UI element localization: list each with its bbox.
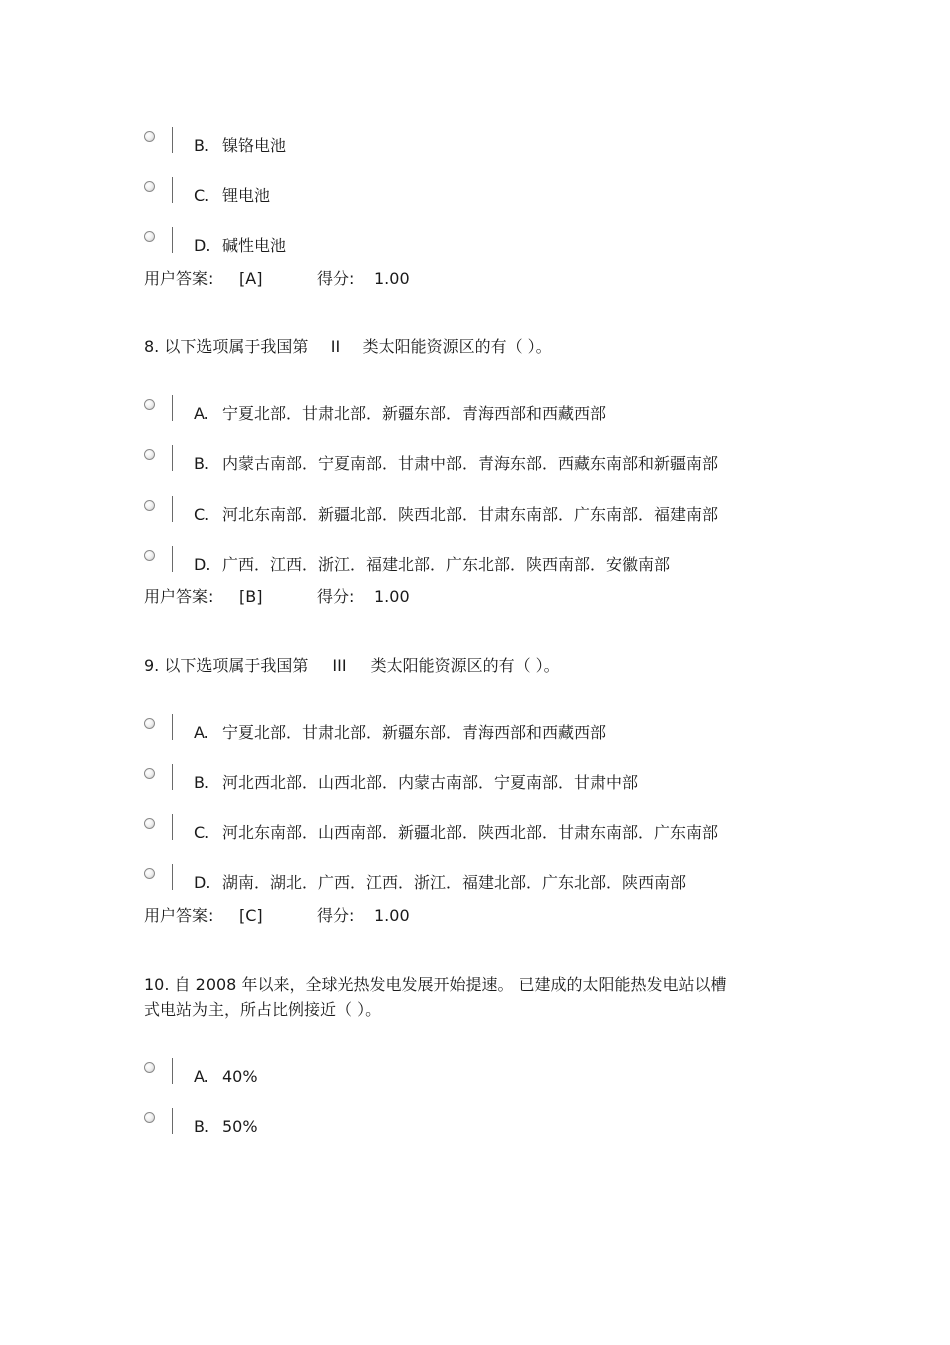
radio-button[interactable] [144, 768, 155, 779]
divider [172, 445, 173, 471]
q10-stem [144, 972, 727, 998]
q10-option-a[interactable] [144, 1062, 864, 1094]
option-letter: C. [194, 505, 209, 524]
q9-option-a[interactable] [144, 718, 864, 750]
option-letter: B. [194, 1117, 209, 1136]
divider [172, 227, 173, 253]
divider [172, 1108, 173, 1134]
option-text: 镍铬电池 [222, 136, 287, 155]
score-label: 得分: [317, 587, 355, 606]
answer-label: 用户答案: [144, 269, 214, 288]
answer-label: 用户答案: [144, 587, 214, 606]
score-value: 1.00 [374, 269, 410, 288]
radio-button[interactable] [144, 718, 155, 729]
answer-value: [A] [239, 269, 263, 288]
option-letter: C. [194, 823, 209, 842]
radio-button[interactable] [144, 818, 155, 829]
option-letter: D. [194, 236, 210, 255]
option-text: 广西．江西．浙江．福建北部．广东北部．陕西南部．安徽南部 [222, 555, 671, 574]
divider [172, 714, 173, 740]
roman-numeral: II [330, 337, 341, 356]
divider [172, 1058, 173, 1084]
radio-button[interactable] [144, 1062, 155, 1073]
question-text: 自 2008 年以来，全球光热发电发展开始提速。 已建成的太阳能热发电站以槽 [174, 975, 727, 994]
q7-option-c[interactable] [144, 181, 864, 213]
option-text: 40% [222, 1067, 258, 1086]
question-text-tail: 类太阳能资源区的有（ ）。 [362, 337, 552, 356]
divider [172, 127, 173, 153]
option-text: 河北西北部．山西北部．内蒙古南部．宁夏南部．甘肃中部 [222, 773, 639, 792]
score-label: 得分: [317, 906, 355, 925]
option-letter: B. [194, 454, 209, 473]
q7-option-d[interactable] [144, 231, 864, 263]
roman-numeral: III [332, 656, 347, 675]
radio-button[interactable] [144, 181, 155, 192]
divider [172, 546, 173, 572]
question-text: 式电站为主，所占比例接近（ ）。 [144, 1000, 382, 1019]
score-label: 得分: [317, 269, 355, 288]
q8-option-c[interactable] [144, 500, 864, 532]
option-text: 锂电池 [222, 186, 271, 205]
q8-option-b[interactable] [144, 449, 864, 481]
q8-option-d[interactable] [144, 550, 864, 582]
question-number: 8. [144, 337, 160, 356]
q9-option-b[interactable] [144, 768, 864, 800]
question-number: 9. [144, 656, 160, 675]
option-text: 河北东南部．山西南部．新疆北部．陕西北部．甘肃东南部．广东南部 [222, 823, 719, 842]
option-letter: C. [194, 186, 209, 205]
option-letter: A. [194, 404, 208, 423]
score-value: 1.00 [374, 587, 410, 606]
divider [172, 764, 173, 790]
radio-button[interactable] [144, 231, 155, 242]
radio-button[interactable] [144, 1112, 155, 1123]
option-text: 宁夏北部．甘肃北部．新疆东部．青海西部和西藏西部 [222, 723, 607, 742]
q8-stem [144, 334, 552, 360]
option-text: 宁夏北部．甘肃北部．新疆东部．青海西部和西藏西部 [222, 404, 607, 423]
option-letter: A. [194, 1067, 208, 1086]
divider [172, 814, 173, 840]
option-letter: B. [194, 136, 209, 155]
answer-value: [C] [239, 906, 263, 925]
question-number: 10. [144, 975, 170, 994]
option-letter: D. [194, 555, 210, 574]
radio-button[interactable] [144, 131, 155, 142]
divider [172, 395, 173, 421]
option-letter: B. [194, 773, 209, 792]
q9-option-c[interactable] [144, 818, 864, 850]
divider [172, 496, 173, 522]
q9-option-d[interactable] [144, 868, 864, 900]
radio-button[interactable] [144, 550, 155, 561]
answer-value: [B] [239, 587, 263, 606]
question-text: 以下选项属于我国第 [164, 337, 309, 356]
radio-button[interactable] [144, 500, 155, 511]
option-text: 湖南．湖北．广西．江西．浙江．福建北部．广东北部．陕西南部 [222, 873, 687, 892]
radio-button[interactable] [144, 399, 155, 410]
divider [172, 177, 173, 203]
score-value: 1.00 [374, 906, 410, 925]
q7-option-b[interactable] [144, 131, 864, 163]
option-letter: D. [194, 873, 210, 892]
option-text: 50% [222, 1117, 258, 1136]
option-text: 河北东南部．新疆北部．陕西北部．甘肃东南部．广东南部．福建南部 [222, 505, 719, 524]
divider [172, 864, 173, 890]
q8-option-a[interactable] [144, 399, 864, 431]
radio-button[interactable] [144, 449, 155, 460]
q10-stem-line2 [144, 997, 381, 1023]
option-letter: A. [194, 723, 208, 742]
q9-stem [144, 653, 560, 679]
question-text-tail: 类太阳能资源区的有（ ）。 [370, 656, 560, 675]
radio-button[interactable] [144, 868, 155, 879]
option-text: 内蒙古南部．宁夏南部．甘肃中部．青海东部．西藏东南部和新疆南部 [222, 454, 719, 473]
answer-label: 用户答案: [144, 906, 214, 925]
option-text: 碱性电池 [222, 236, 287, 255]
q10-option-b[interactable] [144, 1112, 864, 1144]
question-text: 以下选项属于我国第 [164, 656, 309, 675]
